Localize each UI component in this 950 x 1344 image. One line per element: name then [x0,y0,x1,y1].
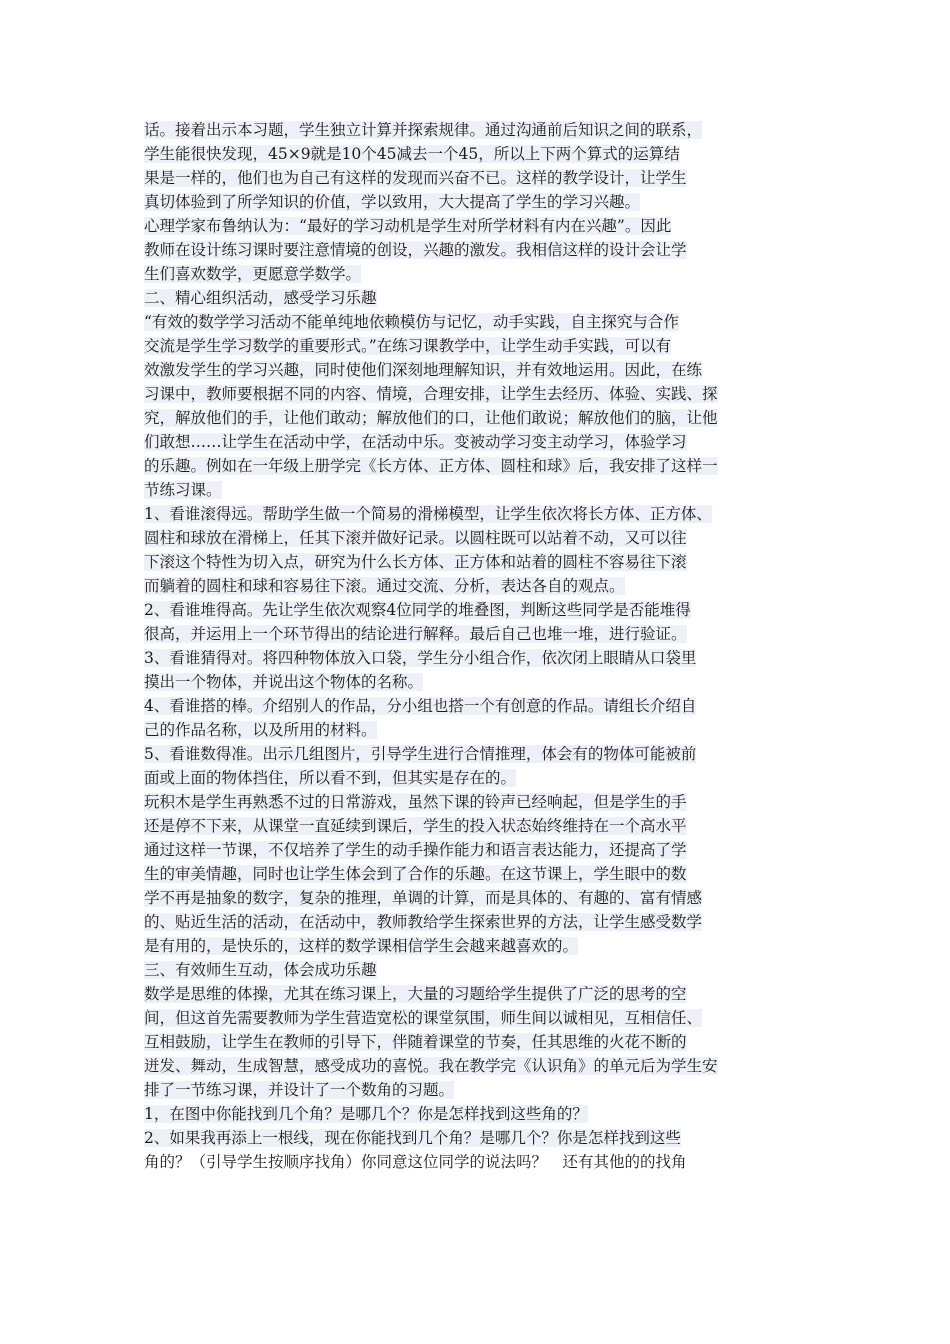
text-line-content: 学生能很快发现，45×9就是10个45减去一个45，所以上下两个算式的运算结 [144,145,680,163]
text-line-content: 话。接着出示本习题，学生独立计算并探索规律。通过沟通前后知识之间的联系， [144,121,703,139]
text-line-content: 究，解放他们的手，让他们敢动；解放他们的口，让他们敢说；解放他们的脑，让他 [144,409,718,427]
text-line-content: 玩积木是学生再熟悉不过的日常游戏，虽然下课的铃声已经响起，但是学生的手 [144,793,687,811]
text-line [144,478,810,502]
text-line-content: 5、看谁数得准。出示几组图片，引导学生进行合情推理，体会有的物体可能被前 [144,745,697,763]
text-line [144,1150,810,1174]
text-line-content: “有效的数学学习活动不能单纯地依赖模仿与记忆，动手实践，自主探究与合作 [144,313,679,331]
text-line-content: 三、有效师生互动，体会成功乐趣 [144,961,377,979]
text-line [144,526,810,550]
text-line-content: 节练习课。 [144,481,222,499]
text-line [144,238,810,262]
text-line [144,886,810,910]
text-line-content: 2、看谁堆得高。先让学生依次观察4位同学的堆叠图，判断这些同学是否能堆得 [144,601,691,619]
text-line-content: 己的作品名称，以及所用的材料。 [144,721,377,739]
text-line-content: 交流是学生学习数学的重要形式。”在练习课教学中，让学生动手实践，可以有 [144,337,672,355]
text-line-content: 学不再是抽象的数字，复杂的推理，单调的计算，而是具体的、有趣的、富有情感 [144,889,703,907]
text-line [144,334,810,358]
text-line [144,934,810,958]
text-line-content: 数学是思维的体操，尤其在练习课上，大量的习题给学生提供了广泛的思考的空 [144,985,687,1003]
text-line [144,382,810,406]
text-line [144,814,810,838]
text-line-content: 很高，并运用上一个环节得出的结论进行解释。最后自己也堆一堆，进行验证。 [144,625,687,643]
text-line-content: 圆柱和球放在滑梯上，任其下滚并做好记录。以圆柱既可以站着不动，又可以往 [144,529,687,547]
text-line [144,790,810,814]
text-line-content: 1、看谁滚得远。帮助学生做一个简易的滑梯模型，让学生依次将长方体、正方体、 [144,505,712,523]
text-line-content: 4、看谁搭的棒。介绍别人的作品，分小组也搭一个有创意的作品。请组长介绍自 [144,697,697,715]
text-line-content: 生们喜欢数学，更愿意学数学。 [144,265,362,283]
text-line [144,862,810,886]
text-line [144,646,810,670]
text-line [144,406,810,430]
text-line [144,118,810,142]
text-line [144,1030,810,1054]
text-line [144,742,810,766]
text-line-content: 教师在设计练习课时要注意情境的创设，兴趣的激发。我相信这样的设计会让学 [144,241,687,259]
text-line-content: 果是一样的，他们也为自己有这样的发现而兴奋不已。这样的教学设计，让学生 [144,169,687,187]
text-line-content: 角的？（引导学生按顺序找角）你同意这位同学的说法吗？ 还有其他的的找角 [144,1153,687,1171]
text-line [144,982,810,1006]
text-line-content: 下滚这个特性为切入点，研究为什么长方体、正方体和站着的圆柱不容易往下滚 [144,553,687,571]
text-line [144,1078,810,1102]
text-line [144,910,810,934]
text-line [144,214,810,238]
text-line [144,286,810,310]
text-line-content: 二、精心组织活动，感受学习乐趣 [144,289,377,307]
text-line [144,358,810,382]
text-line [144,142,810,166]
text-line-content: 排了一节练习课，并设计了一个数角的习题。 [144,1081,455,1099]
text-line-content: 迸发、舞动，生成智慧，感受成功的喜悦。我在教学完《认识角》的单元后为学生安 [144,1057,718,1075]
text-line [144,766,810,790]
text-line [144,1054,810,1078]
text-line [144,430,810,454]
text-line-content: 们敢想……让学生在活动中学，在活动中乐。变被动学习变主动学习，体验学习 [144,433,687,451]
text-line [144,958,810,982]
text-line [144,1006,810,1030]
text-line [144,622,810,646]
text-line-content: 通过这样一节课，不仅培养了学生的动手操作能力和语言表达能力，还提高了学 [144,841,687,859]
text-line-content: 还是停不下来，从课堂一直延续到课后，学生的投入状态始终维持在一个高水平 [144,817,687,835]
text-line-content: 3、看谁猜得对。将四种物体放入口袋，学生分小组合作，依次闭上眼睛从口袋里 [144,649,697,667]
text-line [144,694,810,718]
text-line [144,166,810,190]
text-line-content: 效激发学生的学习兴趣，同时使他们深刻地理解知识，并有效地运用。因此，在练 [144,361,703,379]
text-line [144,598,810,622]
text-line [144,574,810,598]
text-line [144,1102,810,1126]
text-line [144,838,810,862]
text-line [144,1126,810,1150]
text-line-content: 心理学家布鲁纳认为：“最好的学习动机是学生对所学材料有内在兴趣”。因此 [144,217,672,235]
text-line [144,718,810,742]
text-line [144,454,810,478]
text-line [144,262,810,286]
text-line-content: 摸出一个物体，并说出这个物体的名称。 [144,673,424,691]
text-line-content: 间，但这首先需要教师为学生营造宽松的课堂氛围，师生间以诚相见，互相信任、 [144,1009,703,1027]
text-line-content: 互相鼓励，让学生在教师的引导下，伴随着课堂的节奏，任其思维的火花不断的 [144,1033,687,1051]
text-line-content: 是有用的，是快乐的，这样的数学课相信学生会越来越喜欢的。 [144,937,579,955]
text-line [144,670,810,694]
text-line-content: 面或上面的物体挡住，所以看不到，但其实是存在的。 [144,769,517,787]
text-line [144,310,810,334]
text-line-content: 生的审美情趣，同时也让学生体会到了合作的乐趣。在这节课上，学生眼中的数 [144,865,687,883]
text-line-content: 1，在图中你能找到几个角？是哪几个？你是怎样找到这些角的？ [144,1105,588,1123]
text-line-content: 2、如果我再添上一根线，现在你能找到几个角？是哪几个？你是怎样找到这些 [144,1129,681,1147]
text-line-content: 真切体验到了所学知识的价值，学以致用，大大提高了学生的学习兴趣。 [144,193,641,211]
text-line [144,190,810,214]
text-line [144,502,810,526]
text-line [144,550,810,574]
document-page [144,118,810,1174]
text-line-content: 习课中，教师要根据不同的内容、情境，合理安排，让学生去经历、体验、实践、探 [144,385,718,403]
text-line-content: 的乐趣。例如在一年级上册学完《长方体、正方体、圆柱和球》后，我安排了这样一 [144,457,718,475]
text-line-content: 的、贴近生活的活动，在活动中，教师教给学生探索世界的方法，让学生感受数学 [144,913,703,931]
text-line-content: 而躺着的圆柱和球和容易往下滚。通过交流、分析，表达各自的观点。 [144,577,625,595]
